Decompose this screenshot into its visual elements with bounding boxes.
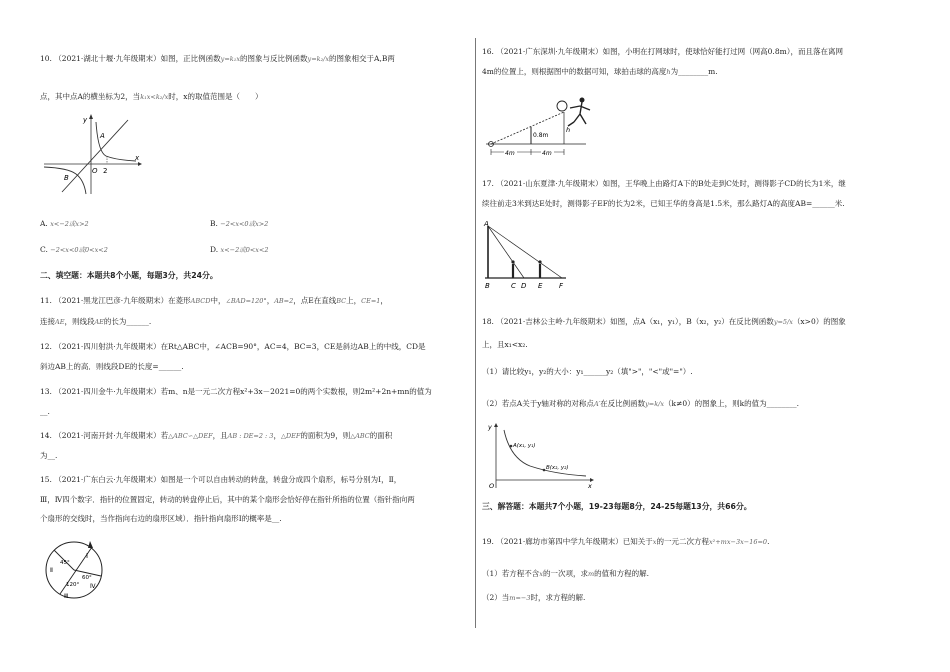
q10-origin: O (92, 167, 98, 175)
q16-tennis-figure (482, 92, 612, 162)
q18-graph (484, 422, 596, 490)
spinner-sector-1: Ⅰ (86, 552, 89, 560)
q18-point-b: B(x₂, y₂) (546, 465, 569, 471)
q17-point-d: D (521, 282, 527, 290)
q11-line2: 连接AE，则线段AE的长为______. (40, 317, 152, 326)
q19-sub1: （1）若方程不含x的一次项，求m的值和方程的解. (482, 569, 650, 578)
q13-line1: 13. （2021·四川金牛·九年级期末）若m、n是一元二次方程x²+3x－2021=0的两个实数根，则2m²+2n+mn的值为 (40, 387, 432, 396)
section-fill-in-title: 二、填空题：本题共8个小题，每题3分，共24分。 (40, 271, 218, 280)
spinner-sector-2: Ⅱ (50, 567, 53, 574)
spinner-angle-120: 120° (66, 582, 80, 588)
q17-point-b: B (485, 282, 490, 290)
q17-streetlight-figure (482, 220, 572, 292)
q15-spinner (40, 538, 110, 606)
q18-x-label: x (588, 482, 592, 490)
q17-line1: 17. （2021·山东夏津·九年级期末）如图，王华晚上由路灯A下的B处走到C处时，测得影子CD的长为1米，继 (482, 179, 846, 188)
q10-option-c[interactable]: C. −2<x<0或0<x<2 (40, 245, 108, 254)
q14-line2: 为__. (40, 451, 58, 460)
q10-x-label: x (135, 154, 140, 162)
section-solution-title: 三、解答题：本题共7个小题，19-23每题8分，24-25每题13分，共66分。 (482, 502, 752, 511)
q10-point-b: B (64, 174, 69, 182)
q10-tick-2: 2 (103, 167, 108, 175)
q14-line1: 14. （2021·河南开封·九年级期末）若△ABC∽△DEF，且AB : DE=2 : 3，△DEF的面积为9，则△ABC的面积 (40, 431, 393, 440)
q19-line1: 19. （2021·廊坊市第四中学九年级期末）已知关于x的一元二次方程x²+mx−3x−16=0. (482, 537, 770, 546)
q12-line2: 斜边AB上的高．则线段DE的长度=______. (40, 362, 184, 371)
q17-point-f: F (559, 282, 564, 290)
spinner-sector-4: Ⅳ (90, 583, 96, 590)
q18-point-a: A(x₁, y₁) (513, 443, 536, 449)
q10-option-a[interactable]: A. x<−2或x>2 (40, 219, 89, 228)
q17-line2: 续往前走3米到达E处时，测得影子EF的长为2米，已知王华的身高是1.5米，那么路灯A的高度AB=______米. (482, 199, 845, 208)
distance-label-2: 4m (542, 150, 552, 157)
q18-sub1: （1）请比较y₁，y₂的大小：y₁______y₂（填">"，"<"或"="）. (482, 367, 693, 376)
q15-line3: 个扇形的交线时，当作指向右边的扇形区域）．指针指向扇形Ⅰ的概率是__. (40, 514, 282, 523)
q18-y-label: y (488, 423, 492, 431)
spinner-angle-45: 45° (60, 560, 70, 566)
q18-line1: 18. （2021·吉林公主岭·九年级期末）如图，点A（x₁，y₁），B（x₂，y₂）在反比例函数y=5/x（x>0）的图象 (482, 317, 846, 326)
q10-option-b[interactable]: B. −2<x<0或x>2 (210, 219, 269, 228)
distance-label-1: 4m (505, 150, 515, 157)
hit-height-label: h (566, 126, 571, 134)
q13-line2: __. (40, 407, 50, 416)
q12-line1: 12. （2021·四川射洪·九年级期末）在Rt△ABC中，∠ACB=90°，AC=4，BC=3，CE是斜边AB上的中线，CD是 (40, 342, 426, 351)
q10-line2: 点，其中点A的横坐标为2，当k₁x<k₂/x时，x的取值范围是（ ） (40, 92, 263, 101)
net-height-label: 0.8m (533, 132, 549, 139)
column-divider (475, 38, 476, 628)
q17-point-a: A (484, 220, 489, 228)
q17-point-e: E (538, 282, 543, 290)
q10-point-a: A (100, 132, 105, 140)
q10-line1: 10. （2021·湖北十堰·九年级期末）如图，正比例函数y=k₁x的图象与反比例函数y=k₂/x的图象相交于A,B两 (40, 54, 395, 63)
q18-line2: 上，且x₁<x₂. (482, 340, 528, 349)
q11-line1: 11. （2021·黑龙江巴彦·九年级期末）在菱形ABCD中，∠BAD=120°，AB=2，点E在直线BC上，CE=1， (40, 296, 388, 305)
q16-line2: 4m的位置上，则根据图中的数据可知，球拍击球的高度h为________m. (482, 67, 718, 76)
q15-line2: Ⅲ，Ⅳ四个数字．指针的位置固定，转动的转盘停止后，其中的某个扇形会恰好停在指针所指的位置（指针指向两 (40, 495, 415, 504)
q15-line1: 15. （2021·广东白云·九年级期末）如图是一个可以自由转动的转盘，转盘分成四个扇形，标号分别为Ⅰ，Ⅱ， (40, 475, 402, 484)
q10-y-label: y (83, 116, 88, 124)
q18-sub2: （2）若点A关于y轴对称的对称点A′在反比例函数y=k/x（k≠0）的图象上，则k的值为________. (482, 399, 800, 408)
q17-point-c: C (511, 282, 516, 290)
spinner-angle-60: 60° (82, 575, 92, 581)
q10-option-d[interactable]: D. x<−2或0<x<2 (210, 245, 269, 254)
q10-graph (38, 112, 143, 197)
spinner-sector-3: Ⅲ (64, 593, 69, 600)
q18-origin: O (489, 482, 495, 490)
q19-sub2: （2）当m=−3时，求方程的解. (482, 593, 586, 602)
q16-line1: 16. （2021·广东深圳·九年级期末）如图，小明在打网球时，使球恰好能打过网（网高0.8m），而且落在离网 (482, 47, 843, 56)
